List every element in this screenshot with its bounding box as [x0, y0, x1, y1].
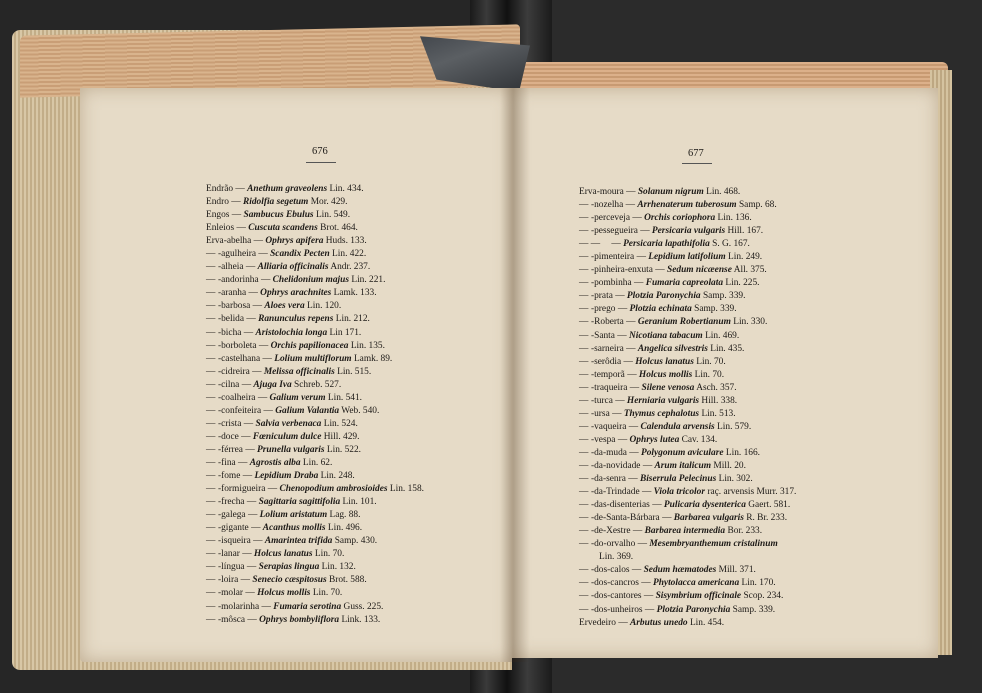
entry-scientific-name: Sedum nicæense — [667, 265, 732, 276]
entry-authority: Samp. 339. — [732, 604, 776, 615]
entry-term: -vaqueira — [591, 421, 627, 432]
entry-scientific-name: Barbarea vulgaris — [673, 513, 744, 524]
index-entry: —-borboleta — Orchis papilionacea Lin. 135. — [206, 340, 385, 351]
index-entry: —-língua — Serapias lingua Lin. 132. — [206, 562, 356, 573]
entry-scientific-name: Biserrula Pelecinus — [639, 474, 717, 485]
index-entry: —-pimenteira — Lepidium latifolium Lin. 249. — [579, 252, 763, 263]
index-entry: —-dos-unheiros — Plotzia Paronychia Samp. 339. — [579, 604, 776, 615]
entry-scientific-name: Holcus mollis — [257, 588, 311, 599]
index-entry: —-prata — Plotzia Paronychia Samp. 339. — [579, 291, 746, 302]
index-entry: —-sarneira — Angelica silvestris Lin. 435. — [579, 343, 745, 354]
entry-scientific-name: Plotzia Paronychia — [626, 291, 701, 302]
entry-scientific-name: Chenopodium ambrosioides — [279, 484, 388, 495]
index-entry: —-belida — Ranunculus repens Lin. 212. — [206, 314, 370, 325]
entry-scientific-name: Lepidium latifolium — [648, 252, 726, 263]
entry-scientific-name: Fœniculum dulce — [252, 431, 322, 442]
entry-authority: Huds. 133. — [325, 236, 367, 247]
entry-scientific-name: Barbarea intermedia — [644, 526, 726, 537]
entry-scientific-name: Sisymbrium officinale — [655, 591, 742, 602]
index-entry: —-dos-calos — Sedum hæmatodes Mill. 371. — [579, 565, 756, 576]
index-entry: —-turca — Herniaria vulgaris Hill. 338. — [579, 395, 738, 406]
entry-term: -da-muda — [591, 447, 627, 458]
entry-term: -doce — [218, 431, 239, 442]
entry-scientific-name: Aristolochia longa — [255, 327, 328, 338]
entry-authority: Lin. 302. — [718, 474, 753, 485]
entry-term: -alheia — [218, 262, 244, 273]
entry-scientific-name: Prunella vulgaris — [257, 444, 325, 455]
entry-term: -fina — [218, 457, 236, 468]
entry-authority: Lin. 70. — [314, 549, 345, 560]
entry-authority: Lin. 330. — [733, 317, 768, 328]
index-entry: —-frecha — Sagittaria sagittifolia Lin. 101. — [206, 497, 377, 508]
entry-authority: Lag. 88. — [329, 510, 361, 521]
entry-scientific-name: Senecio cæspitosus — [252, 575, 327, 586]
entry-authority: Lin. 549. — [315, 210, 351, 221]
entry-authority: Schreb. 527. — [294, 379, 342, 390]
entry-scientific-name: Pulicaria dysenterica — [663, 500, 746, 511]
entry-term: -frecha — [218, 497, 245, 508]
index-entry: Ervedeiro — Arbutus unedo Lin. 454. — [579, 617, 725, 628]
entry-authority: Samp. 68. — [738, 200, 777, 211]
entry-term: -borboleta — [218, 340, 257, 351]
entry-term: -pinheira-enxuta — [591, 265, 653, 276]
entry-authority: Lin. 249. — [727, 252, 763, 263]
entry-scientific-name: Lolium multiflorum — [274, 353, 352, 364]
entry-authority: All. 375. — [733, 265, 767, 276]
entry-term: -ursa — [591, 408, 610, 419]
entry-scientific-name: Plotzia echinata — [629, 304, 692, 315]
entry-term: -da-senra — [591, 474, 626, 485]
entry-scientific-name: Persicaria vulgaris — [651, 226, 726, 237]
index-entry: —-doce — Fœniculum dulce Hill. 429. — [206, 431, 360, 442]
index-entry: —-formigueira — Chenopodium ambrosioides Lin. 158. — [206, 484, 424, 495]
entry-authority: Lin. 70. — [694, 369, 725, 380]
entry-scientific-name: Fumaria capreolata — [645, 278, 724, 289]
entry-term: -da-Trindade — [591, 487, 640, 498]
entry-term: -dos-cancros — [591, 578, 639, 589]
entry-authority: Lin. 541. — [327, 392, 363, 403]
index-entry: —-môsca — Ophrys bombyliflora Link. 133. — [206, 614, 381, 625]
entry-scientific-name: Ophrys bombyliflora — [259, 614, 340, 625]
entry-authority: Lin. 120. — [307, 301, 342, 312]
index-entry: —-da-Trindade — Viola tricolor raç. arvensis Murr. 317. — [579, 487, 797, 498]
index-entry: —-Roberta — Geranium Robertianum Lin. 330. — [579, 317, 768, 328]
entry-authority: Lin. 158. — [389, 484, 424, 495]
entry-scientific-name: Aloes vera — [264, 301, 305, 312]
index-entry: —-molar — Holcus mollis Lin. 70. — [206, 588, 343, 599]
entry-scientific-name: Acanthus mollis — [262, 523, 326, 534]
entry-authority: Link. 133. — [341, 614, 381, 625]
entry-term: -agulheira — [218, 249, 256, 260]
entry-authority: raç. arvensis Murr. 317. — [707, 487, 797, 498]
entry-authority: Brot. 464. — [320, 223, 358, 234]
index-entry: —-vespa — Ophrys lutea Cav. 134. — [579, 434, 718, 445]
entry-authority: Lin. 522. — [326, 444, 361, 455]
entry-term: -gigante — [218, 523, 249, 534]
entry-scientific-name: Holcus lanatus — [635, 356, 694, 367]
entry-authority: Asch. 357. — [696, 382, 737, 393]
index-entries-right — [579, 186, 796, 630]
index-entry: —-galega — Lolium aristatum Lag. 88. — [206, 510, 361, 521]
entry-authority: Lin. 515. — [337, 366, 372, 377]
page-number-rule — [682, 163, 712, 164]
entry-term: Enleios — [206, 223, 235, 234]
index-entry: —-perceveja — Orchis coriophora Lin. 136. — [579, 213, 752, 224]
entry-term: -molarinha — [218, 601, 260, 612]
entry-authority: S. G. 167. — [712, 239, 750, 250]
index-entry: —-traqueira — Silene venosa Asch. 357. — [579, 382, 737, 393]
entry-term: -do-orvalho — [591, 539, 636, 550]
entry-authority: Brot. 588. — [328, 575, 367, 586]
entry-term: -cilna — [218, 379, 240, 390]
entry-term: -dos-cantores — [591, 591, 642, 602]
entry-authority: Mill. 371. — [718, 565, 756, 576]
index-entry: —-crista — Salvia verbenaca Lin. 524. — [206, 418, 358, 429]
entry-term: -da-novidade — [591, 460, 641, 471]
entry-authority: Bor. 233. — [727, 526, 763, 537]
index-entry: —-vaqueira — Calendula arvensis Lin. 579. — [579, 421, 752, 432]
index-entry: —-da-muda — Polygonum aviculare Lin. 166. — [579, 447, 761, 458]
entry-authority: Hill. 338. — [701, 395, 738, 406]
index-entry: —-de-Xestre — Barbarea intermedia Bor. 233. — [579, 526, 763, 537]
entry-term: -aranha — [218, 288, 247, 299]
index-entry: —-prego — Plotzia echinata Samp. 339. — [579, 304, 737, 315]
entry-authority: Lin. 435. — [710, 343, 745, 354]
index-entry: —-cidreira — Melissa officinalis Lin. 515. — [206, 366, 372, 377]
entry-authority: Lin. 524. — [323, 418, 358, 429]
index-entry: Endrão — Anethum graveolens Lin. 434. — [206, 184, 364, 194]
entry-scientific-name: Salvia verbenaca — [255, 418, 322, 429]
index-entry: —-da-senra — Biserrula Pelecinus Lin. 302. — [579, 474, 753, 485]
entry-term: -pimenteira — [591, 252, 635, 263]
entry-scientific-name: Galium Valantia — [275, 405, 340, 416]
entry-authority: Web. 540. — [341, 405, 380, 416]
index-entry: —-pinheira-enxuta — Sedum nicæense All. 375. — [579, 265, 767, 276]
index-entry: Engos — Sambucus Ebulus Lin. 549. — [206, 210, 351, 221]
entry-term: Erva-abelha — [206, 236, 252, 247]
index-entry: —-castelhana — Lolium multiflorum Lamk. 89. — [206, 353, 393, 364]
index-entry: —-das-disenterias — Pulicaria dysenterica Gaert. 581. — [579, 500, 791, 511]
entry-scientific-name: Chelidonium majus — [272, 275, 349, 286]
index-entry: —-nozelha — Arrhenaterum tuberosum Samp. 68. — [579, 200, 777, 211]
entry-term: -belida — [218, 314, 245, 325]
entry-authority: Hill. 167. — [727, 226, 764, 237]
entry-authority: Lin. 369. — [599, 552, 634, 563]
entry-scientific-name: Phytolacca americana — [652, 578, 740, 589]
entry-authority: Lin. 496. — [327, 523, 363, 534]
entry-authority: Mor. 429. — [310, 197, 348, 208]
index-entry: —-fina — Agrostis alba Lin. 62. — [206, 457, 333, 468]
entry-scientific-name: Sagittaria sagittifolia — [258, 497, 341, 508]
entry-term: -das-disenterias — [591, 500, 650, 511]
index-entry: —-lanar — Holcus lanatus Lin. 70. — [206, 549, 345, 560]
entry-authority: Andr. 237. — [330, 262, 371, 273]
entry-authority: Lin. 62. — [302, 457, 333, 468]
book-gutter — [500, 88, 530, 662]
index-entry: Endro — Ridolfia segetum Mor. 429. — [206, 197, 348, 208]
entry-term: -Roberta — [591, 317, 624, 328]
entry-authority: Lin. 70. — [312, 588, 343, 599]
entry-scientific-name: Holcus mollis — [638, 369, 693, 380]
entry-scientific-name: Anethum graveolens — [247, 184, 328, 194]
entry-scientific-name: Mesembryanthemum cristalinum — [649, 539, 778, 550]
entry-term: -férrea — [218, 444, 243, 455]
entry-term: -bicha — [218, 327, 242, 338]
entry-term: -nozelha — [591, 200, 624, 211]
index-entry: —-férrea — Prunella vulgaris Lin. 522. — [206, 444, 361, 455]
entry-term: -perceveja — [591, 213, 631, 224]
entry-scientific-name: Sedum hæmatodes — [643, 565, 717, 576]
entry-authority: Lin. 434. — [329, 184, 364, 194]
entry-scientific-name: Thymus cephalotus — [623, 408, 700, 419]
entry-scientific-name: Galium verum — [269, 392, 326, 403]
entry-term: -loira — [218, 575, 239, 586]
entry-scientific-name: Herniaria vulgaris — [626, 395, 700, 406]
entry-scientific-name: Melissa officinalis — [263, 366, 335, 377]
entry-scientific-name: Lolium aristatum — [259, 510, 328, 521]
index-entry: —-gigante — Acanthus mollis Lin. 496. — [206, 523, 363, 534]
entry-scientific-name: Alliaria officinalis — [257, 262, 329, 273]
entry-authority: Lin. 513. — [701, 408, 736, 419]
entry-term: -prata — [591, 291, 613, 302]
entry-scientific-name: Ophrys apifera — [265, 236, 324, 247]
entry-scientific-name: Scandix Pecten — [270, 249, 330, 260]
entry-scientific-name: Orchis papilionacea — [270, 340, 349, 351]
entry-authority: Lin. 170. — [741, 578, 776, 589]
entry-term: -traqueira — [591, 382, 628, 393]
entry-scientific-name: Ridolfia segetum — [242, 197, 309, 208]
index-entry: — — — Persicaria lapathifolia S. G. 167. — [579, 239, 750, 250]
index-entry: —-molarinha — Fumaria serotina Guss. 225. — [206, 601, 384, 612]
entry-term: -turca — [591, 395, 613, 406]
entry-scientific-name: Fumaria serotina — [273, 601, 342, 612]
entry-scientific-name: Sambucus Ebulus — [243, 210, 314, 221]
entry-authority: Lin. 422. — [332, 249, 367, 260]
index-entry: Erva-abelha — Ophrys apifera Huds. 133. — [206, 236, 367, 247]
entry-authority: Lin. 579. — [717, 421, 752, 432]
entry-authority: Scop. 234. — [743, 591, 784, 602]
entry-authority: Lin. 468. — [706, 187, 741, 197]
page-number-left: 676 — [312, 146, 328, 157]
index-entry: —-serôdia — Holcus lanatus Lin. 70. — [579, 356, 726, 367]
entry-authority: Cav. 134. — [681, 434, 718, 445]
entry-term: Engos — [206, 210, 230, 221]
entry-term: -barbosa — [218, 301, 251, 312]
index-entry: —-confeiteira — Galium Valantia Web. 540. — [206, 405, 380, 416]
index-entry: Erva-moura — Solanum nigrum Lin. 468. — [579, 187, 741, 197]
index-entries-left — [206, 183, 424, 627]
index-entry: —-aranha — Ophrys arachnites Lamk. 133. — [206, 288, 377, 299]
entry-scientific-name: Polygonum aviculare — [640, 447, 724, 458]
entry-term: -prego — [591, 304, 616, 315]
entry-authority: Lamk. 133. — [333, 288, 377, 299]
entry-authority: Lin. 225. — [725, 278, 760, 289]
entry-scientific-name: Nicotiana tabacum — [629, 330, 703, 341]
entry-authority: Lin. 132. — [321, 562, 356, 573]
index-entry: —-isqueira — Amarintea trifida Samp. 430. — [206, 536, 378, 547]
entry-term: -pombinha — [591, 278, 632, 289]
entry-scientific-name: Ophrys lutea — [629, 434, 680, 445]
entry-term: -cidreira — [218, 366, 250, 377]
index-entry: —-dos-cancros — Phytolacca americana Lin. 170. — [579, 578, 776, 589]
entry-authority: Lamk. 89. — [353, 353, 393, 364]
entry-authority: Lin. 248. — [320, 471, 355, 482]
entry-authority: Gaert. 581. — [748, 500, 791, 511]
entry-term: -de-Xestre — [591, 526, 631, 537]
entry-term: -crista — [218, 418, 242, 429]
entry-scientific-name: Ajuga Iva — [253, 379, 292, 390]
entry-scientific-name: Ranunculus repens — [258, 314, 334, 325]
entry-term: -serôdia — [591, 356, 622, 367]
index-entry: —-barbosa — Aloes vera Lin. 120. — [206, 301, 342, 312]
entry-authority: Lin. 454. — [689, 617, 725, 628]
entry-term: -môsca — [218, 614, 246, 625]
entry-term: -lanar — [218, 549, 240, 560]
entry-authority: Lin. 101. — [342, 497, 377, 508]
page-number-rule — [306, 162, 336, 163]
entry-term: Endro — [206, 197, 229, 208]
entry-authority: Samp. 430. — [334, 536, 378, 547]
entry-scientific-name: Viola tricolor — [653, 487, 705, 498]
entry-authority: Lin. 135. — [350, 340, 385, 351]
entry-scientific-name: Holcus lanatus — [253, 549, 313, 560]
entry-term: Ervedeiro — [579, 617, 616, 628]
entry-term: -fome — [218, 471, 241, 482]
entry-authority: Lin. 221. — [351, 275, 386, 286]
index-entry: —-alheia — Alliaria officinalis Andr. 237. — [206, 262, 371, 273]
entry-authority: Lin. 469. — [705, 330, 740, 341]
index-entry: —-cilna — Ajuga Iva Schreb. 527. — [206, 379, 342, 390]
entry-scientific-name: Ophrys arachnites — [260, 288, 332, 299]
index-entry: —-loira — Senecio cæspitosus Brot. 588. — [206, 575, 367, 586]
entry-term: -galega — [218, 510, 246, 521]
entry-scientific-name: Geranium Robertianum — [637, 317, 731, 328]
left-page — [80, 88, 512, 662]
index-entry: —-dos-cantores — Sisymbrium officinale Scop. 234. — [579, 591, 784, 602]
entry-scientific-name: Lepidium Draba — [254, 471, 319, 482]
index-entry: —-temporã — Holcus mollis Lin. 70. — [579, 369, 725, 380]
index-entry: —-agulheira — Scandix Pecten Lin. 422. — [206, 249, 367, 260]
index-entry: —-de-Santa-Bárbara — Barbarea vulgaris R. Br. 233. — [579, 513, 788, 524]
entry-term: -andorinha — [218, 275, 259, 286]
entry-term: -molar — [218, 588, 243, 599]
entry-term: -dos-unheiros — [591, 604, 643, 615]
entry-term: -Santa — [591, 330, 615, 341]
entry-scientific-name: Arbutus unedo — [630, 617, 688, 628]
right-page — [512, 88, 938, 658]
entry-term: -língua — [218, 562, 245, 573]
entry-authority: R. Br. 233. — [746, 513, 788, 524]
entry-scientific-name: Persicaria lapathifolia — [623, 239, 710, 250]
entry-term: -castelhana — [218, 353, 261, 364]
entry-scientific-name: Arrhenaterum tuberosum — [637, 200, 737, 211]
entry-authority: Lin. 70. — [696, 356, 726, 367]
entry-authority: Guss. 225. — [343, 601, 384, 612]
index-entry: —-coalheira — Galium verum Lin. 541. — [206, 392, 363, 403]
entry-term: Erva-moura — [579, 187, 624, 197]
index-entry: —-do-orvalho — Mesembryanthemum cristalinum — [579, 539, 778, 550]
entry-authority: Hill. 429. — [323, 431, 360, 442]
entry-term: -sarneira — [591, 343, 624, 354]
entry-term: -confeiteira — [218, 405, 262, 416]
entry-authority: Lin. 212. — [335, 314, 370, 325]
index-entry: Enleios — Cuscuta scandens Brot. 464. — [206, 223, 358, 234]
entry-scientific-name: Solanum nigrum — [637, 187, 704, 197]
index-entry: —-pombinha — Fumaria capreolata Lin. 225. — [579, 278, 760, 289]
entry-term: Endrão — [206, 184, 234, 194]
entry-scientific-name: Calendula arvensis — [640, 421, 715, 432]
entry-term: -de-Santa-Bárbara — [591, 513, 660, 524]
entry-scientific-name: Silene venosa — [641, 382, 695, 393]
entry-term: -vespa — [591, 434, 616, 445]
entry-scientific-name: Serapias lingua — [258, 562, 320, 573]
entry-scientific-name: Plotzia Paronychia — [656, 604, 731, 615]
index-entry: —-andorinha — Chelidonium majus Lin. 221. — [206, 275, 386, 286]
index-entry: —-bicha — Aristolochia longa Lin 171. — [206, 327, 362, 338]
entry-scientific-name: Amarintea trifida — [264, 536, 333, 547]
index-entry: —-Santa — Nicotiana tabacum Lin. 469. — [579, 330, 740, 341]
entry-term: -formigueira — [218, 484, 266, 495]
entry-scientific-name: Cuscuta scandens — [248, 223, 318, 234]
entry-scientific-name: Angelica silvestris — [637, 343, 708, 354]
index-entry: —-fome — Lepidium Draba Lin. 248. — [206, 471, 355, 482]
index-entry: —-pessegueira — Persicaria vulgaris Hill. 167. — [579, 226, 764, 237]
entry-term: -isqueira — [218, 536, 251, 547]
entry-scientific-name: Agrostis alba — [249, 457, 301, 468]
page-number-right: 677 — [688, 148, 704, 159]
entry-authority: Lin 171. — [329, 327, 362, 338]
entry-authority: Mill. 20. — [713, 460, 746, 471]
entry-term: -pessegueira — [591, 226, 638, 237]
entry-authority: Samp. 339. — [702, 291, 746, 302]
entry-term: -temporã — [591, 369, 625, 380]
entry-scientific-name: Arum italicum — [654, 460, 712, 471]
entry-authority: Lin. 166. — [725, 447, 761, 458]
index-entry: —-ursa — Thymus cephalotus Lin. 513. — [579, 408, 736, 419]
index-entry — [579, 551, 796, 564]
entry-term: -coalheira — [218, 392, 256, 403]
entry-authority: Lin. 136. — [717, 213, 752, 224]
index-entry: —-da-novidade — Arum italicum Mill. 20. — [579, 460, 746, 471]
entry-authority: Samp. 339. — [694, 304, 737, 315]
entry-scientific-name: Orchis coriophora — [644, 213, 716, 224]
entry-term: -dos-calos — [591, 565, 630, 576]
